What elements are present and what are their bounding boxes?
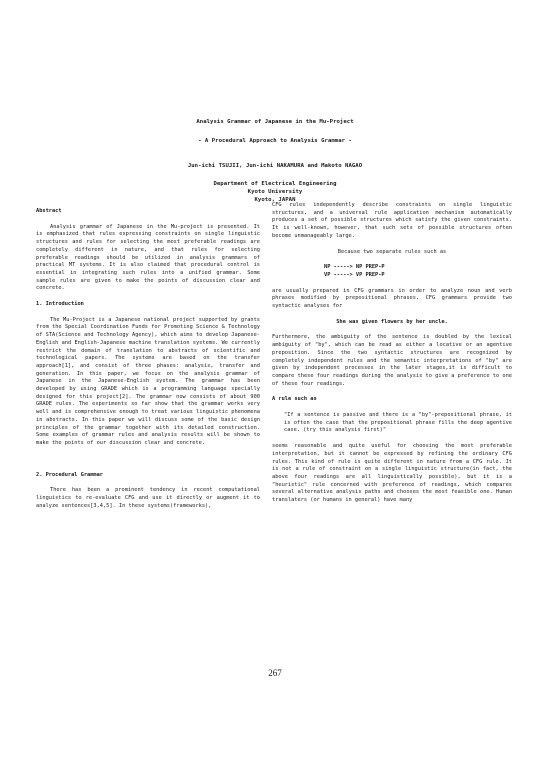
abstract-text: Analysis grammar of Japanese in the Mu-project is presented. It is emphasized that rules expressing constraints on single linguistic structures and rules for selecting the most preferable readings are completely different in nature, and that rules for selecting preferable readings should be utilized in analysis grammars of practical MT systems. It is also claimed that procedural control is essential in integrating such rules into a unified grammar. Some sample rules are given to make the points of discussion clear and concrete. [36, 223, 260, 292]
left-column [36, 208, 260, 511]
cfg-rule-vp: VP -----> VP PREP-P [324, 271, 385, 278]
heuristic-rule-quote: "If a sentence is passive and there is a "by"-prepositional phrase, it is often the case that the prepositional phrase fills the deep agentive case. (try this analysis first)" [284, 412, 512, 434]
university: Kyoto University [247, 189, 303, 195]
intro-text: The Mu-Project is a Japanese national project supported by grants from the Special Coordination Funds for Promoting Science & Technology of STA(Science and Technology Agency), which aims to develop Japanese-English and English-Japanese machine translation systems. We currently restrict the domain of translation to abstracts of scientific and technological papers. The systems are based on the transfer approach[1], and consist of three phases: analysis, transfer and generation. In this paper, we focus on the analysis grammar of Japanese in the Japanese-English system. The grammar has been developed by using GRADE which is a programming language specially designed for this project[2]. The grammar now consists of about 900 GRADE rules. The experiments so far show that the grammar works very well and is comprehensive enough to treat various linguistic phenomena in abstracts. In this paper we will discuss some of the basic design principles of the grammar together with its detailed construction. Some examples of grammar rules and analysis results will be shown to make the points of our discussion clear and concrete. [36, 316, 260, 446]
right-paragraph-4: Furthermore, the ambiguity of the sentence is doubled by the lexical ambiguity of "by", which can be read as either a locative or an agentive preposition. Since the two syntactic structures are recognized by completely independent rules and the semantic interpretations of "by" are given by independent processes in the later stages,it is difficult to compare these four readings during the analysis to give a preference to one of these four readings. [272, 334, 512, 387]
example-sentence: She was given flowers by her uncle. [336, 318, 448, 325]
department: Department of Electrical Engineering [213, 181, 337, 187]
right-paragraph-1: CFG rules independently describe constraints on single linguistic structures, and a universal rule application mechanism automatically produces a set of possible structures which satisfy the given constraints. It is well-known, however, that such sets of possible structures often become unmanageably large. [272, 202, 512, 239]
paper-title: Analysis Grammar of Japanese in the Mu-Project [196, 119, 354, 125]
author-list: Jun-ichi TSUJII, Jun-ichi NAKAMURA and Makoto NAGAO [187, 163, 363, 169]
intro-heading: 1. Introduction [36, 301, 84, 308]
right-paragraph-2: Because two separate rules such as [337, 248, 447, 255]
paper-subtitle: - A Procedural Approach to Analysis Grammar - [198, 138, 352, 144]
city: Kyoto, JAPAN [254, 197, 296, 203]
right-paragraph-6: seems reasonable and quite useful for choosing the most preferable interpretation, but it cannot be expressed by refining the ordinary CFG rules. This kind of rule is quite different in nature from a CFG rule. It is not a rule of constraint on a single linguistic structure(in fact, the above four readings are all linguistically possible), but it is a "heuristic" rule concerned with preference of readings, which compares several alternative analysis paths and chooses the most feasible one. Human translaters (or humans in general) have many [272, 443, 512, 504]
page-number: 267 [268, 668, 282, 678]
right-paragraph-5: A rule such as [272, 396, 317, 403]
cfg-rule-np: NP -----> NP PREP-P [324, 264, 385, 271]
procedural-text: There has been a prominent tendency in recent computational linguistics to re-evaluate CFG and use it directly or augment it to analyze sentences[3,4,5]. In these systems(frameworks), [36, 487, 260, 509]
right-column [272, 202, 512, 505]
right-paragraph-3: are usually prepared in CFG grammars in order to analyze noun and verb phrases modified by prepositional phrases, CFG grammars provide two syntactic analyses for [272, 287, 512, 310]
procedural-heading: 2. Procedural Grammar [36, 471, 103, 478]
abstract-heading: Abstract [36, 208, 62, 214]
